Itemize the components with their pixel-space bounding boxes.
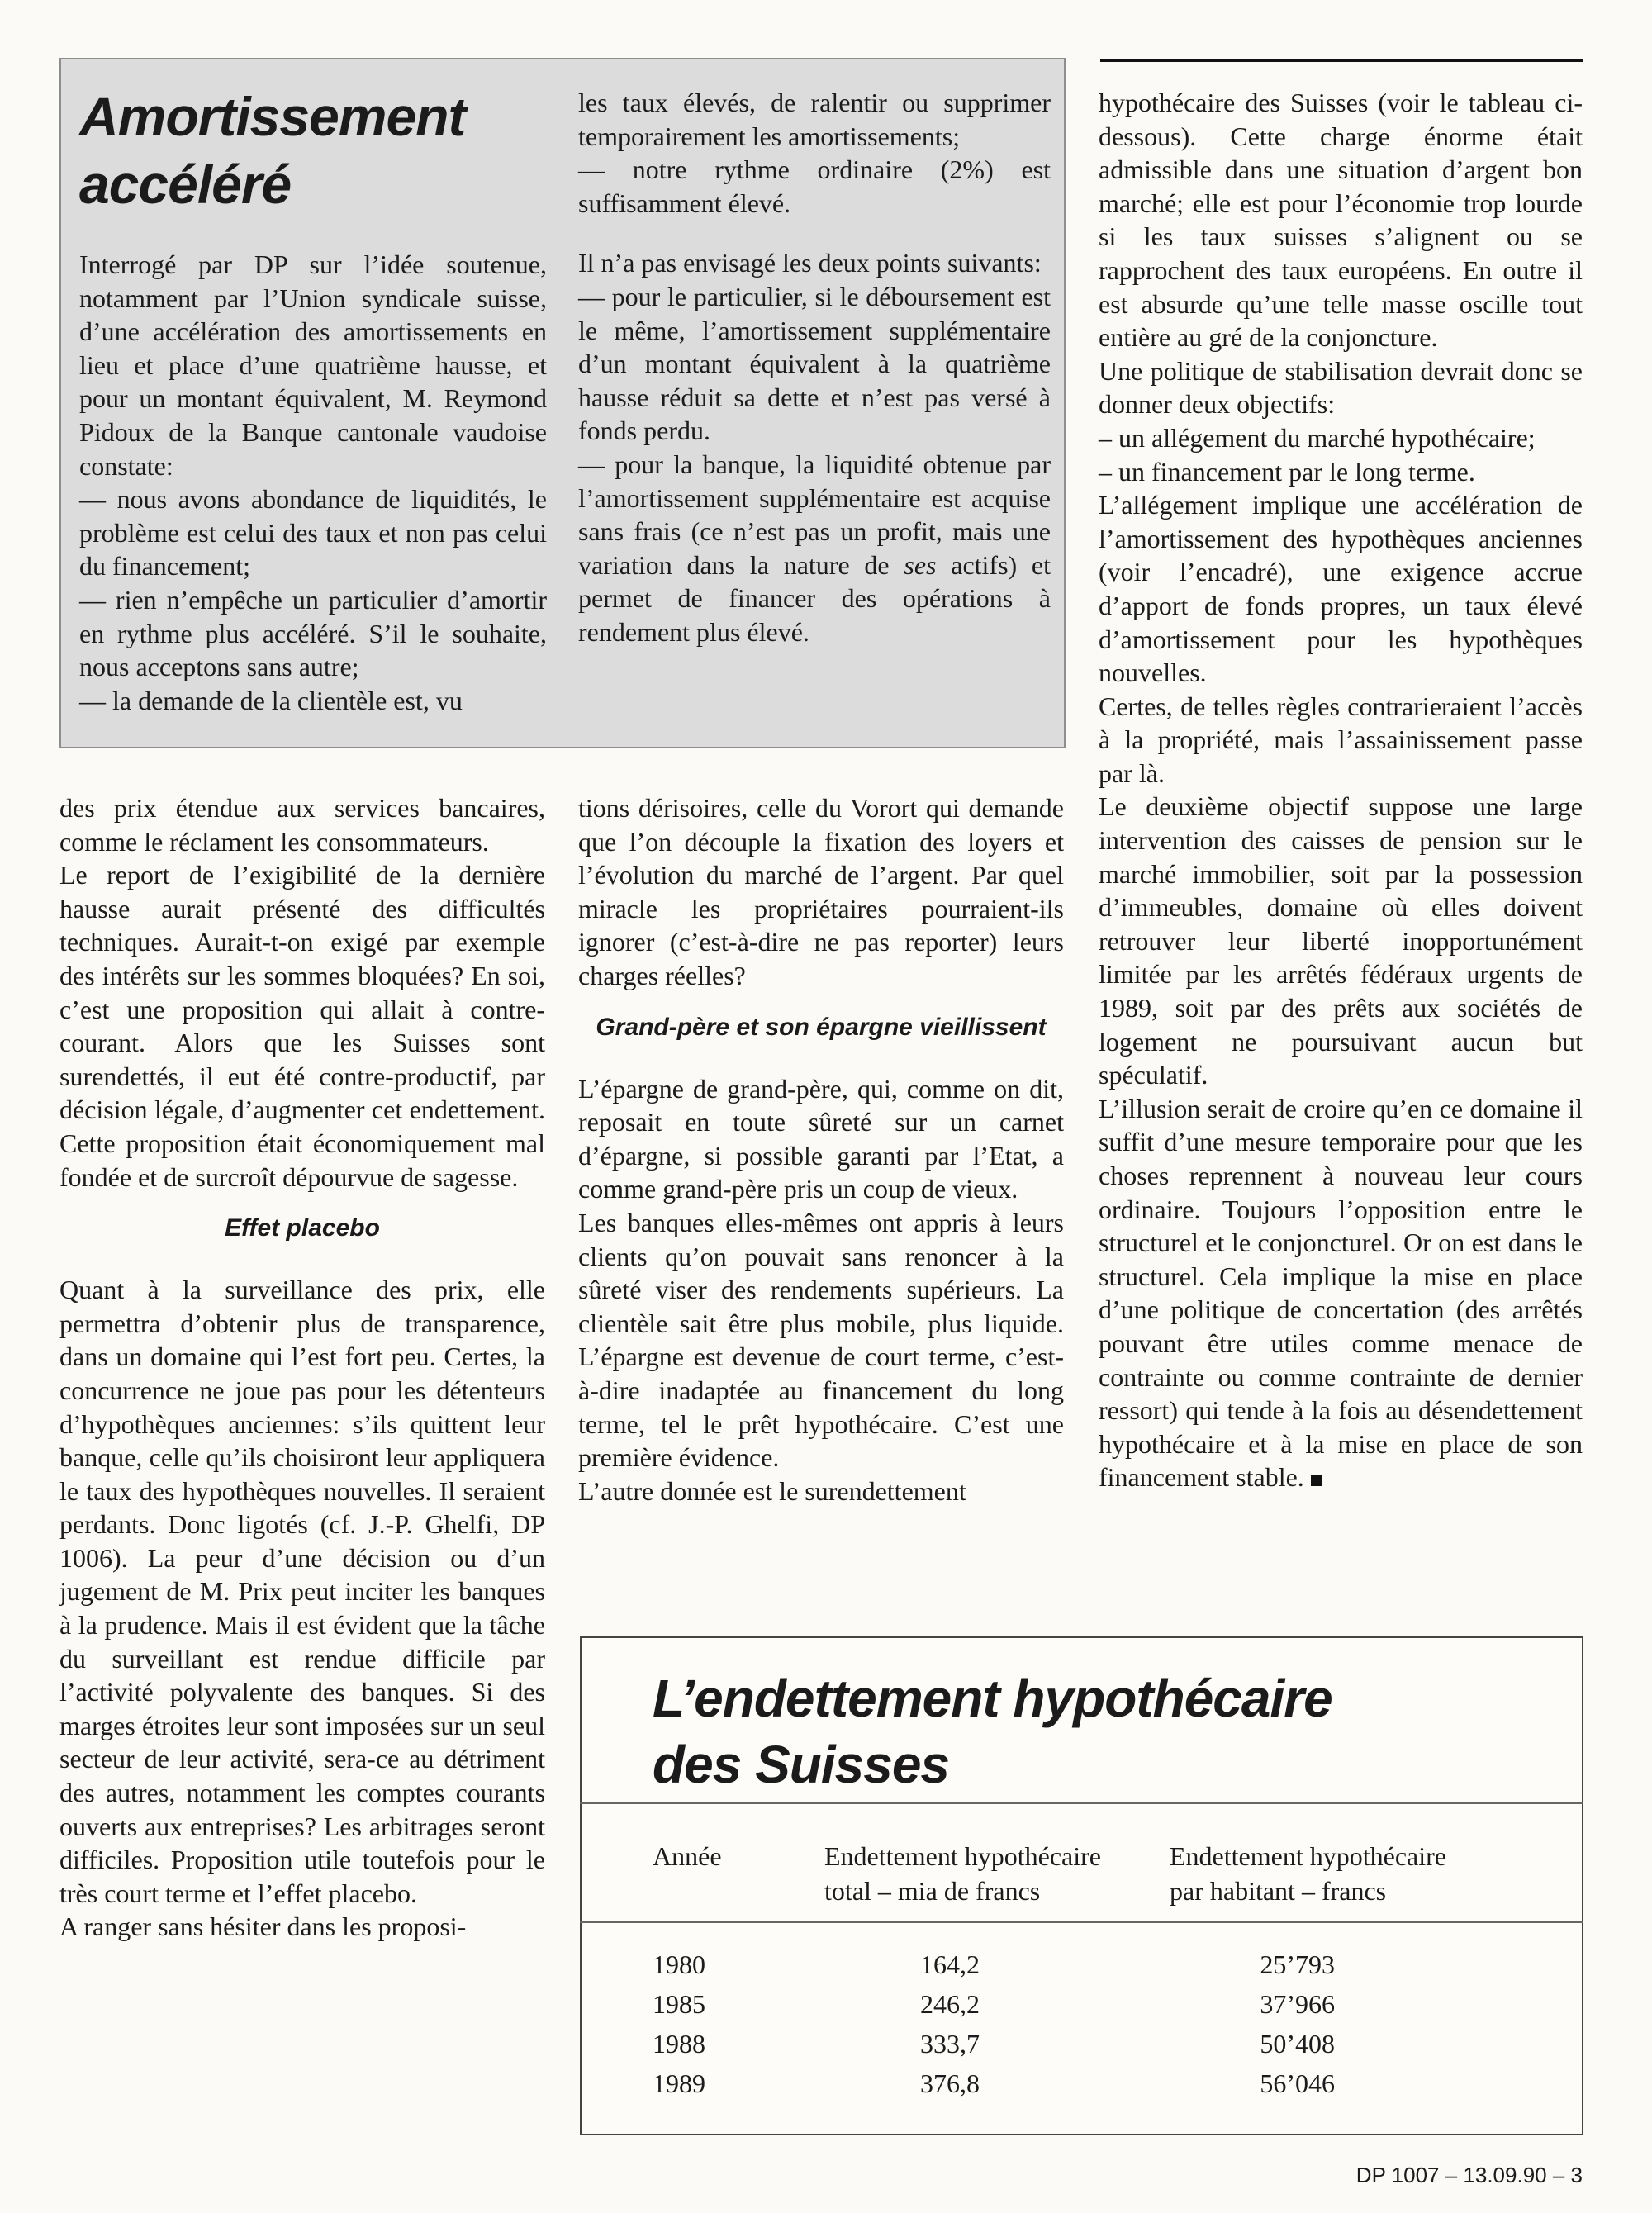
cell-total: 164,2 (920, 1949, 980, 1979)
column-2 (578, 791, 1064, 1508)
column-3 (1099, 86, 1583, 1494)
cell-total: 333,7 (920, 2029, 980, 2059)
paragraph: des prix étendue aux services bancaires, comme le réclament les consommateurs. (59, 793, 545, 857)
header-year: Année (653, 1841, 722, 1871)
paragraph: – un financement par le long terme. (1099, 456, 1475, 487)
table-title-line2: des Suisses (653, 1735, 949, 1794)
box-paragraph: — pour le particulier, si le déboursement est le même, l’amortissement supplémentaire d’un montant équivalent à la quatrième hausse réduit sa dette et n’est pas versé à fonds perdu. (578, 281, 1051, 446)
paragraph: hypothécaire des Suisses (voir le tableau ci-dessous). Cette charge énorme était admissible dans une situation d’argent bon marché; elle est pour l’économie trop lourde si les taux suisses s’alignent ou se rapprochent des taux européens. En outre il est absurde qu’une telle masse oscille tout entière au gré de la conjoncture. (1099, 88, 1583, 353)
paragraph: Le report de l’exigibilité de la dernière hausse aurait présenté des difficultés techniques. Aurait-t-on exigé par exemple des intérêts sur les sommes bloquées? En soi, c’est une proposition qui allait à contre-courant. Alors que les Suisses sont surendettés, il eut été contre-productif, par décision légale, d’augmenter cet endettement. Cette proposition était économiquement mal fondée et de surcroît dépourvue de sagesse. (59, 860, 545, 1192)
paragraph: Les banques elles-mêmes ont appris à leurs clients qu’on pouvait sans renoncer à la sûreté viser des rendements supérieurs. La clientèle sait être plus mobile, plus liquide. L’épargne est devenue de court terme, c’est-à-dire inadaptée au financement du long terme, tel le prêt hypothécaire. C’est une première évidence. (578, 1207, 1064, 1473)
box-title-line2: accéléré (79, 154, 292, 215)
end-mark-icon (1311, 1475, 1322, 1486)
cell-year: 1980 (653, 1949, 705, 1979)
cell-per-capita: 37’966 (1260, 1989, 1335, 2019)
cell-year: 1989 (653, 2068, 705, 2098)
cell-per-capita: 25’793 (1260, 1949, 1335, 1979)
table-row (653, 1945, 1545, 1984)
paragraph: Certes, de telles règles contrarieraient l’accès à la propriété, mais l’assainissement passe par là. (1099, 691, 1583, 788)
page-footer: DP 1007 – 13.09.90 – 3 (1355, 2163, 1583, 2187)
box-paragraph: Interrogé par DP sur l’idée soutenue, notamment par l’Union syndicale suisse, d’une accélération des amortissements en lieu et place d’une quatrième hausse, et pour un montant équivalent, M. Reymond Pidoux de la Banque cantonale vaudoise constate: (79, 249, 547, 481)
box-paragraph: — la demande de la clientèle est, vu (79, 685, 463, 715)
header-total-line2: total – mia de francs (824, 1876, 1041, 1906)
paragraph: Une politique de stabilisation devrait donc se donner deux objectifs: (1099, 355, 1583, 420)
box-paragraph: les taux élevés, de ralentir ou supprimer temporairement les amortissements; (578, 88, 1051, 151)
box-column-2 (578, 86, 1051, 649)
table-title-line1: L’endettement hypothécaire (653, 1669, 1332, 1728)
paragraph-text: L’illusion serait de croire qu’en ce domaine il suffit d’une mesure temporaire pour que les choses reprennent à nouveau leur cours ordinaire. Toujours l’opposition entre le structurel et le conjoncturel. Or on est dans le structurel. Cela implique la mise en place d’une politique de concertation (des arrêtés pouvant être utiles comme menace de contrainte ou comme contrainte de dernier ressort) qui tende à la fois au désendettement hypothécaire et à la mise en place de son financement stable. (1099, 1093, 1583, 1493)
paragraph: L’allégement implique une accélération de l’amortissement des hypothèques anciennes (voir l’encadré), une exigence accrue d’apport de fonds propres, un taux élevé d’amortissement pour les hypothèques nouvelles. (1099, 490, 1583, 688)
paragraph: Quant à la surveillance des prix, elle permettra d’obtenir plus de transparence, dans un domaine qui l’est fort peu. Certes, la concurrence ne joue pas pour les détenteurs d’hypothèques anciennes: s’ils quittent leur banque, celle qu’ils choisiront leur appliquera le taux des hypothèques nouvelles. Il seraient perdants. Donc ligotés (cf. J.-P. Ghelfi, DP 1006). La peur d’une décision ou d’un jugement de M. Prix peut inciter les banques à la prudence. Mais il est évident que la tâche du surveillant est rendue difficile par l’activité polyvalente des banques. Si des marges étroites leur sont imposées sur un seul secteur de leur activité, sera-ce au détriment des autres, notamment les comptes courants ouverts aux entreprises? Les arbitrages seront difficiles. Proposition utile toutefois pour le très court terme et l’effet placebo. (59, 1275, 545, 1908)
table-row (653, 2063, 1545, 2103)
box-text: — pour la banque, la liquidité obtenue par l’amortissement supplémentaire est acquise sans frais (ce n’est pas un profit, mais une variation dans la nature de (578, 449, 1051, 580)
table-body (653, 1945, 1545, 2103)
column-1 (59, 791, 545, 1944)
subheading-grand-pere: Grand-père et son épargne vieillissent (596, 1013, 1047, 1041)
cell-total: 246,2 (920, 1989, 980, 2019)
paragraph: Le deuxième objectif suppose une large intervention des caisses de pension sur le marché immobilier, soit par la possession d’immeubles, domaine où elles doivent retrouver leur liberté inopportunément limitée par les arrêtés fédéraux urgents de 1989, soit par des prêts aux sociétés de logement ne poursuivant aucun but spéculatif. (1099, 791, 1583, 1090)
box-paragraph: Il n’a pas envisagé les deux points suivants: (578, 248, 1042, 278)
paragraph: – un allégement du marché hypothécaire; (1099, 422, 1536, 453)
box-text: actifs) et permet de financer des opérations à rendement plus élevé. (578, 549, 1051, 647)
box-emphasis: ses (904, 549, 937, 580)
box-column-1 (79, 248, 547, 717)
box-paragraph: — nous avons abondance de liquidités, le problème est celui des taux et non pas celui du financement; (79, 484, 547, 582)
cell-per-capita: 50’408 (1260, 2029, 1335, 2059)
box-paragraph (578, 448, 1051, 649)
paragraph (1099, 1092, 1583, 1494)
column-3-top-rule (1100, 59, 1583, 62)
table-divider (580, 1921, 1583, 1923)
header-total-line1: Endettement hypothécaire (824, 1841, 1101, 1871)
box-paragraph: — notre rythme ordinaire (2%) est suffisamment élevé. (578, 154, 1051, 218)
header-per-capita (1170, 1839, 1446, 1908)
cell-year: 1985 (653, 1989, 705, 2019)
cell-per-capita: 56’046 (1260, 2068, 1335, 2098)
paragraph: A ranger sans hésiter dans les proposi- (59, 1911, 467, 1942)
header-per-capita-line1: Endettement hypothécaire (1170, 1841, 1446, 1871)
table-divider (580, 1802, 1583, 1804)
paragraph: tions dérisoires, celle du Vorort qui demande que l’on découple la fixation des loyers et l’évolution du marché de l’argent. Par quel miracle les propriétaires pourraient-ils ignorer (c’est-à-dire ne pas reporter) leurs charges réelles? (578, 793, 1064, 990)
header-per-capita-line2: par habitant – francs (1170, 1876, 1387, 1906)
paragraph: L’autre donnée est le surendettement (578, 1475, 966, 1506)
header-total (824, 1839, 1101, 1908)
table-title (653, 1665, 1332, 1797)
box-paragraph: — rien n’empêche un particulier d’amortir en rythme plus accéléré. S’il le souhaite, nous acceptons sans autre; (79, 584, 547, 682)
cell-year: 1988 (653, 2029, 705, 2059)
cell-total: 376,8 (920, 2068, 980, 2098)
table-row (653, 1984, 1545, 2024)
box-title (79, 83, 465, 218)
subheading-effet-placebo: Effet placebo (225, 1214, 380, 1242)
box-title-line1: Amortissement (79, 86, 466, 147)
paragraph: L’épargne de grand-père, qui, comme on dit, reposait en toute sûreté sur un carnet d’épargne, si possible garanti par l’Etat, a comme grand-père pris un coup de vieux. (578, 1073, 1064, 1204)
table-row (653, 2024, 1545, 2063)
